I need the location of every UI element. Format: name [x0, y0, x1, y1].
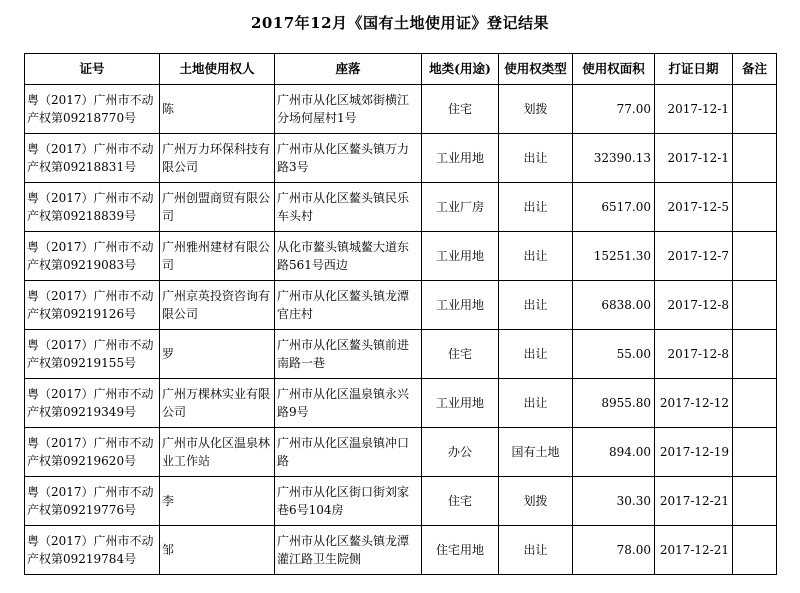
cell-land-use: 住宅用地 [422, 526, 499, 575]
cell-area: 6838.00 [573, 281, 655, 330]
table-row [25, 428, 777, 477]
cell-note [733, 85, 777, 134]
cell-area: 8955.80 [573, 379, 655, 428]
cell-note [733, 183, 777, 232]
cell-location: 广州市从化区鳌头镇前进南路一巷 [275, 330, 422, 379]
cell-location: 广州市从化区鳌头镇龙潭官庄村 [275, 281, 422, 330]
header-right-type: 使用权类型 [499, 54, 573, 85]
cell-right-type: 出让 [499, 134, 573, 183]
header-issue-date: 打证日期 [655, 54, 733, 85]
table-row [25, 330, 777, 379]
cell-note [733, 379, 777, 428]
cell-location: 广州市从化区鳌头镇民乐车头村 [275, 183, 422, 232]
cell-owner: 广州万棵林实业有限公司 [160, 379, 275, 428]
cell-cert-no: 粤（2017）广州市不动产权第09219155号 [25, 330, 160, 379]
cell-note [733, 330, 777, 379]
cell-note [733, 428, 777, 477]
cell-location: 广州市从化区鳌头镇万力路3号 [275, 134, 422, 183]
cell-right-type: 出让 [499, 281, 573, 330]
table-row [25, 379, 777, 428]
table-row [25, 85, 777, 134]
cell-area: 32390.13 [573, 134, 655, 183]
cell-issue-date: 2017-12-19 [655, 428, 733, 477]
cell-right-type: 出让 [499, 330, 573, 379]
cell-area: 55.00 [573, 330, 655, 379]
cell-note [733, 526, 777, 575]
header-note: 备注 [733, 54, 777, 85]
table-row [25, 526, 777, 575]
cell-area: 894.00 [573, 428, 655, 477]
cell-location: 广州市从化区鳌头镇龙潭灌江路卫生院侧 [275, 526, 422, 575]
cell-cert-no: 粤（2017）广州市不动产权第09219620号 [25, 428, 160, 477]
cell-location: 广州市从化区街口街刘家巷6号104房 [275, 477, 422, 526]
cell-right-type: 出让 [499, 526, 573, 575]
cell-owner: 广州市从化区温泉林业工作站 [160, 428, 275, 477]
cell-cert-no: 粤（2017）广州市不动产权第09219776号 [25, 477, 160, 526]
cell-issue-date: 2017-12-7 [655, 232, 733, 281]
header-owner: 土地使用权人 [160, 54, 275, 85]
cell-cert-no: 粤（2017）广州市不动产权第09218770号 [25, 85, 160, 134]
cell-location: 广州市从化区温泉镇冲口路 [275, 428, 422, 477]
cell-area: 15251.30 [573, 232, 655, 281]
cell-land-use: 工业用地 [422, 379, 499, 428]
header-land-use: 地类(用途) [422, 54, 499, 85]
cell-land-use: 住宅 [422, 330, 499, 379]
cell-owner: 陈 [160, 85, 275, 134]
cell-land-use: 住宅 [422, 477, 499, 526]
cell-land-use: 工业用地 [422, 281, 499, 330]
cell-issue-date: 2017-12-5 [655, 183, 733, 232]
table-row [25, 183, 777, 232]
cell-issue-date: 2017-12-8 [655, 281, 733, 330]
cell-land-use: 住宅 [422, 85, 499, 134]
cell-right-type: 划拨 [499, 477, 573, 526]
cell-owner: 邹 [160, 526, 275, 575]
table-row [25, 232, 777, 281]
cell-location: 从化市鳌头镇城鳌大道东路561号西边 [275, 232, 422, 281]
cell-area: 6517.00 [573, 183, 655, 232]
cell-land-use: 办公 [422, 428, 499, 477]
cell-owner: 广州京英投资咨询有限公司 [160, 281, 275, 330]
cell-note [733, 134, 777, 183]
cell-issue-date: 2017-12-21 [655, 526, 733, 575]
cell-cert-no: 粤（2017）广州市不动产权第09219784号 [25, 526, 160, 575]
cell-right-type: 出让 [499, 183, 573, 232]
cell-location: 广州市从化区城郊街横江分场何屋村1号 [275, 85, 422, 134]
cell-location: 广州市从化区温泉镇永兴路9号 [275, 379, 422, 428]
cell-issue-date: 2017-12-1 [655, 134, 733, 183]
cell-issue-date: 2017-12-1 [655, 85, 733, 134]
header-location: 座落 [275, 54, 422, 85]
cell-cert-no: 粤（2017）广州市不动产权第09219126号 [25, 281, 160, 330]
cell-note [733, 232, 777, 281]
cell-area: 77.00 [573, 85, 655, 134]
cell-right-type: 出让 [499, 379, 573, 428]
cell-note [733, 477, 777, 526]
cell-owner: 李 [160, 477, 275, 526]
cell-owner: 广州创盟商贸有限公司 [160, 183, 275, 232]
cell-issue-date: 2017-12-8 [655, 330, 733, 379]
registration-table [24, 53, 777, 575]
cell-land-use: 工业用地 [422, 134, 499, 183]
cell-cert-no: 粤（2017）广州市不动产权第09218831号 [25, 134, 160, 183]
table-row [25, 134, 777, 183]
cell-cert-no: 粤（2017）广州市不动产权第09218839号 [25, 183, 160, 232]
cell-cert-no: 粤（2017）广州市不动产权第09219083号 [25, 232, 160, 281]
cell-land-use: 工业用地 [422, 232, 499, 281]
table-row [25, 477, 777, 526]
cell-cert-no: 粤（2017）广州市不动产权第09219349号 [25, 379, 160, 428]
cell-area: 78.00 [573, 526, 655, 575]
cell-area: 30.30 [573, 477, 655, 526]
cell-owner: 广州万力环保科技有限公司 [160, 134, 275, 183]
cell-land-use: 工业厂房 [422, 183, 499, 232]
cell-issue-date: 2017-12-12 [655, 379, 733, 428]
header-area: 使用权面积 [573, 54, 655, 85]
document-title: 2017年12月《国有土地使用证》登记结果 [250, 14, 550, 32]
table-row [25, 281, 777, 330]
cell-note [733, 281, 777, 330]
cell-owner: 广州雅州建材有限公司 [160, 232, 275, 281]
cell-owner: 罗 [160, 330, 275, 379]
cell-right-type: 出让 [499, 232, 573, 281]
table-header-row [25, 54, 777, 85]
cell-issue-date: 2017-12-21 [655, 477, 733, 526]
cell-right-type: 划拨 [499, 85, 573, 134]
cell-right-type: 国有土地 [499, 428, 573, 477]
header-cert-no: 证号 [25, 54, 160, 85]
